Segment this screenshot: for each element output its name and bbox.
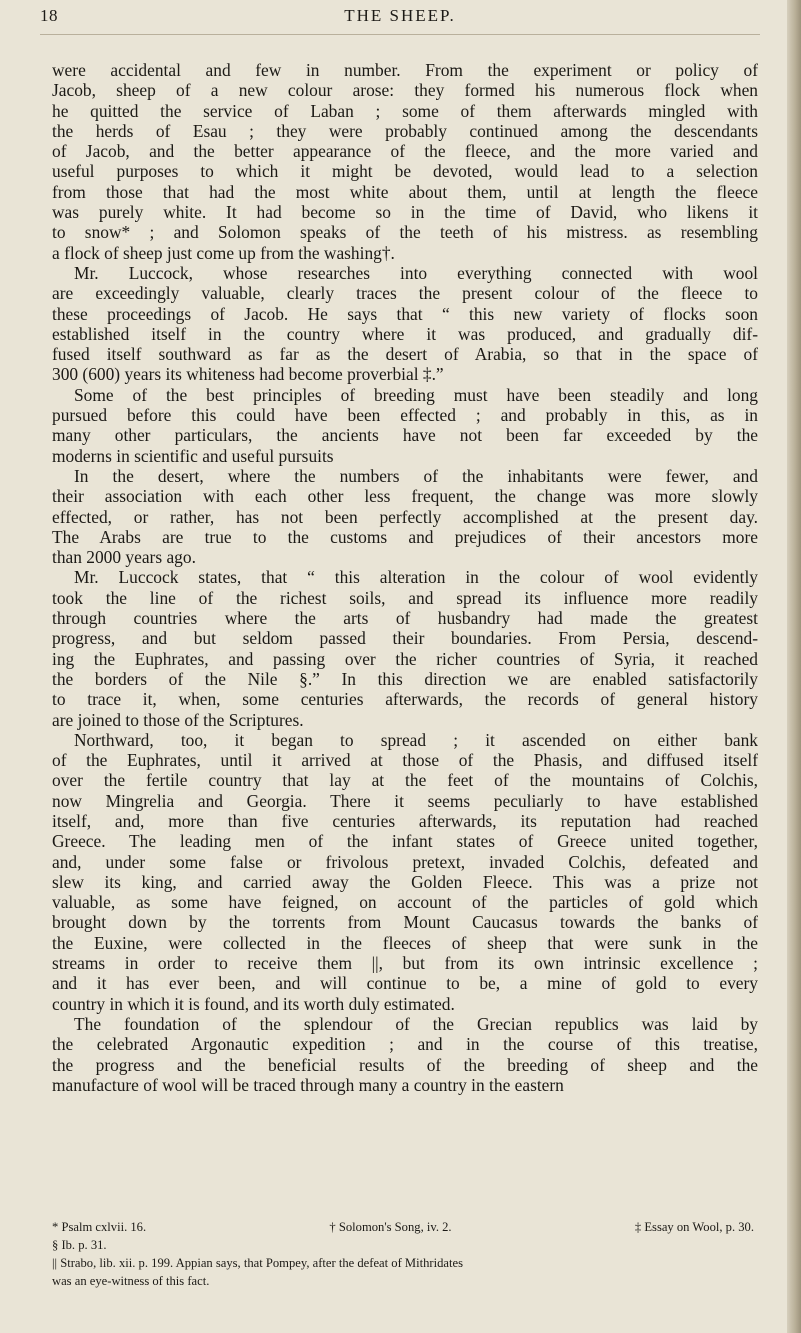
text-line: than 2000 years ago. — [52, 547, 196, 568]
text-line: Mr. Luccock states, that “ this alteration in the colour of wool evidently — [74, 567, 758, 588]
text-line: valuable, as some have feigned, on account of the particles of gold which — [52, 892, 758, 913]
footnote-row — [52, 1218, 758, 1236]
text-line: from those that had the most white about them, until at length the fleece — [52, 181, 758, 202]
text-line: manufacture of wool will be traced through many a country in the eastern — [52, 1074, 564, 1095]
text-line: progress, and but seldom passed their boundaries. From Persia, descend- — [52, 628, 758, 649]
text-line: the celebrated Argonautic expedition ; and in the course of this treatise, — [52, 1034, 758, 1055]
text-line: fused itself southward as far as the desert of Arabia, so that in the space of — [52, 344, 758, 365]
text-line: Greece. The leading men of the infant states of Greece united together, — [52, 831, 758, 852]
text-line: the borders of the Nile §.” In this direction we are enabled satisfactorily — [52, 668, 758, 689]
text-line: pursued before this could have been effected ; and probably in this, as in — [52, 405, 758, 426]
footnote-psalm: * Psalm cxlvii. 16. — [52, 1220, 147, 1234]
text-line: now Mingrelia and Georgia. There it seems peculiarly to have established — [52, 790, 758, 811]
text-line: In the desert, where the numbers of the inhabitants were fewer, and — [74, 465, 758, 486]
text-line: of Jacob, and the better appearance of the fleece, and the more varied and — [52, 141, 758, 162]
text-line: Mr. Luccock, whose researches into everything connected with wool — [74, 262, 758, 283]
text-line: country in which it is found, and its worth duly estimated. — [52, 993, 455, 1014]
page-edge-shadow — [787, 0, 801, 1333]
text-line: The foundation of the splendour of the Grecian republics was laid by — [74, 1013, 758, 1034]
page-header — [40, 4, 760, 35]
text-line: ing the Euphrates, and passing over the richer countries of Syria, it reached — [52, 648, 758, 669]
running-head: THE SHEEP. — [344, 6, 456, 25]
text-line: Some of the best principles of breeding must have been steadily and long — [74, 384, 758, 405]
text-line: established itself in the country where it was produced, and gradually dif- — [52, 323, 758, 344]
text-line: streams in order to receive them ||, but from its own intrinsic excellence ; — [52, 953, 758, 974]
text-line: to snow* ; and Solomon speaks of the teeth of his mistress. as resembling — [52, 222, 758, 243]
text-line: over the fertile country that lay at the feet of the mountains of Colchis, — [52, 770, 758, 791]
page-number: 18 — [40, 6, 58, 25]
text-line: and it has ever been, and will continue to be, a mine of gold to every — [52, 973, 758, 994]
text-line: a flock of sheep just come up from the washing†. — [52, 242, 395, 263]
text-line: was purely white. It had become so in the time of David, who likens it — [52, 202, 758, 223]
text-line: useful purposes to which it might be devoted, would lead to a selection — [52, 161, 758, 182]
text-line: Northward, too, it began to spread ; it ascended on either bank — [74, 729, 758, 750]
text-line: of the Euphrates, until it arrived at those of the Phasis, and diffused itself — [52, 750, 758, 771]
text-line: brought down by the torrents from Mount Caucasus towards the banks of — [52, 912, 758, 933]
body-text — [52, 60, 758, 1095]
text-line: Jacob, sheep of a new colour arose: they formed his numerous flock when — [52, 80, 758, 101]
text-line: these proceedings of Jacob. He says that “ this new variety of flocks soon — [52, 303, 758, 324]
text-line: are exceedingly valuable, clearly traces the present colour of the fleece to — [52, 283, 758, 304]
text-line: slew its king, and carried away the Golden Fleece. This was a prize not — [52, 871, 758, 892]
text-line: were accidental and few in number. From the experiment or policy of — [52, 60, 758, 80]
text-line: itself, and, more than five centuries afterwards, its reputation had reached — [52, 810, 758, 831]
text-line: their association with each other less frequent, the change was more slowly — [52, 486, 758, 507]
text-line: the herds of Esau ; they were probably continued among the descendants — [52, 120, 758, 141]
text-line: the progress and the beneficial results of the breeding of sheep and the — [52, 1054, 758, 1075]
text-line: the Euxine, were collected in the fleeces of sheep that were sunk in the — [52, 932, 758, 953]
footnote-strabo: || Strabo, lib. xii. p. 199. Appian says, that Pompey, after the defeat of Mithridates — [52, 1256, 463, 1270]
text-line: effected, or rather, has not been perfectly accomplished at the present day. — [52, 506, 758, 527]
footnote-strabo-continued: was an eye-witness of this fact. — [52, 1274, 210, 1288]
text-line: he quitted the service of Laban ; some of them afterwards mingled with — [52, 100, 758, 121]
footnote-solomon: † Solomon's Song, iv. 2. — [329, 1220, 452, 1234]
text-line: took the line of the richest soils, and spread its influence more readily — [52, 587, 758, 608]
text-line: many other particulars, the ancients have not been far exceeded by the — [52, 425, 758, 446]
footnote-ib: § Ib. p. 31. — [52, 1238, 107, 1252]
footnote-essay-on-wool: ‡ Essay on Wool, p. 30. — [634, 1220, 754, 1234]
text-line: 300 (600) years its whiteness had become proverbial ‡.” — [52, 364, 444, 385]
text-line: and, under some false or frivolous pretext, invaded Colchis, defeated and — [52, 851, 758, 872]
text-line: through countries where the arts of husbandry had made the greatest — [52, 608, 758, 629]
text-line: are joined to those of the Scriptures. — [52, 709, 304, 730]
text-line: moderns in scientific and useful pursuits — [52, 445, 334, 466]
text-line: The Arabs are true to the customs and prejudices of their ancestors more — [52, 526, 758, 547]
text-line: to trace it, when, some centuries afterwards, the records of general history — [52, 689, 758, 710]
footnotes — [52, 1218, 758, 1290]
